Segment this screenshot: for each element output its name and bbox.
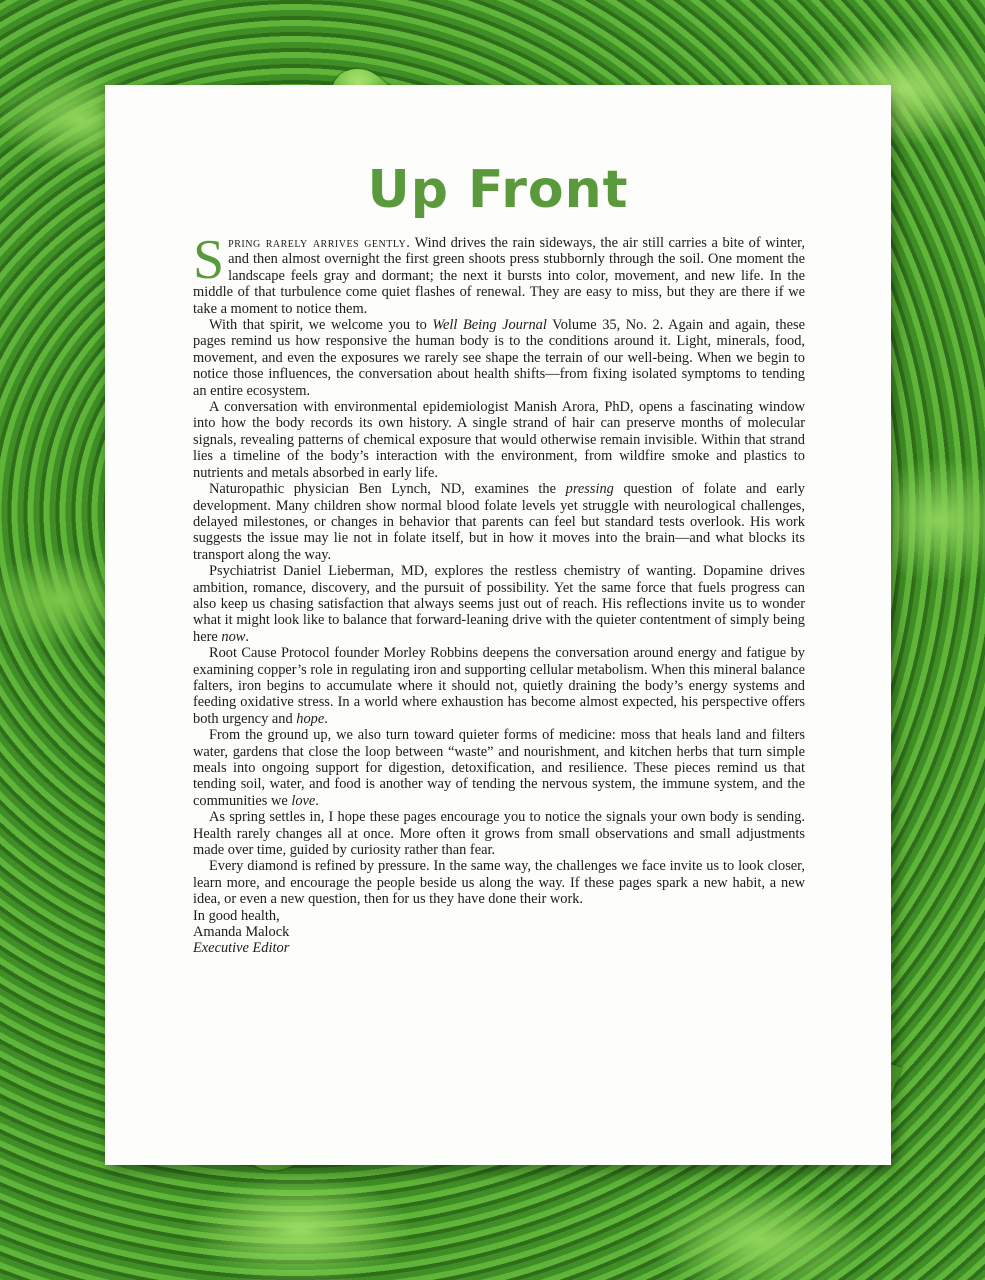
- paragraph: [193, 317, 805, 399]
- signature-block: [193, 908, 805, 957]
- paragraph-text: .: [245, 628, 249, 645]
- emphasis: hope: [296, 710, 325, 727]
- author-title: Executive Editor: [193, 940, 290, 957]
- paragraph: [193, 645, 805, 727]
- paragraph-text: From the ground up, we also turn toward quieter forms of medicine: moss that heals land and filters water, gardens that close the loop between “waste” and nourishment, and kitchen herbs that turn simple meals into ongoing support for digestion, detoxification, and resilience. These pieces remind us that tending soil, water, and food is another way of tending the nervous system, the immune system, and the communities we: [193, 727, 805, 809]
- article-card: [105, 85, 891, 1165]
- paragraph-text: Wind drives the rain sideways, the air still carries a bite of winter, and then almost overnight the first green shoots press stubbornly through the soil. One moment the landscape feels gray and dormant; the next it bursts into color, movement, and new life. In the middle of that turbulence come quiet flashes of renewal. They are easy to miss, but they are there if we take a moment to notice them.: [193, 235, 805, 317]
- emphasis: now: [221, 628, 246, 645]
- paragraph-text: .: [315, 792, 319, 809]
- paragraph-intro: [193, 229, 805, 317]
- paragraph: A conversation with environmental epidemiologist Manish Arora, PhD, opens a fascinating window into how the body records its own history. A single strand of hair can preserve months of molecular signals, revealing patterns of chemical exposure that would otherwise remain invisible. Within that strand lies a timeline of the body’s interaction with the environment, from wildfire smoke and plastics to nutrients and metals absorbed in early life.: [193, 399, 805, 481]
- paragraph: As spring settles in, I hope these pages encourage you to notice the signals your own body is sending. Health rarely changes all at once. More often it grows from small observations and small adjustments made over time, guided by curiosity rather than fear.: [193, 809, 805, 859]
- emphasis: love: [291, 792, 316, 809]
- lead-in: pring rarely arrives gently.: [228, 235, 411, 251]
- paragraph-text: Psychiatrist Daniel Lieberman, MD, explores the restless chemistry of wanting. Dopamine drives ambition, romance, discovery, and the pursuit of possibility. Yet the same force that fuels progress can also keep us chasing satisfaction that always seems just out of reach. His reflections invite us to wonder what it might look like to balance that forward-leaning drive with the quieter contentment of simply being here: [193, 563, 805, 645]
- journal-name: Well Being Journal: [432, 317, 547, 334]
- paragraph-text: With that spirit, we welcome you to: [209, 317, 433, 334]
- closing: In good health,: [193, 907, 280, 924]
- page-title: Up Front: [367, 160, 629, 220]
- paragraph: [193, 563, 805, 645]
- paragraph: [193, 727, 805, 809]
- paragraph: [193, 481, 805, 563]
- drop-cap: S: [193, 229, 225, 291]
- paragraph-text: question of folate and early development. Many children show normal blood folate levels yet struggle with neurological challenges, delayed milestones, or changes in behavior that parents can feel but standard tests overlook. His work suggests the issue may lie not in folate itself, but in how it moves into the brain—and what blocks its transport along the way.: [193, 481, 805, 563]
- paragraph-text: Volume 35, No. 2. Again and again, these pages remind us how responsive the human body is to the conditions around it. Light, minerals, food, movement, and even the exposures we rarely see shape the terrain of our well-being. When we begin to notice those influences, the conversation about health shifts—from fixing isolated symptoms to tending an entire ecosystem.: [193, 317, 806, 399]
- paragraph-text: Naturopathic physician Ben Lynch, ND, examines the: [209, 481, 566, 498]
- article-body: [193, 229, 806, 957]
- paragraph-text: Root Cause Protocol founder Morley Robbins deepens the conversation around energy and fatigue by examining copper’s role in regulating iron and supporting cellular metabolism. When this mineral balance falters, iron begins to accumulate where it should not, quietly draining the body’s energy systems and feeding oxidative stress. In a world where exhaustion has become almost expected, his perspective offers both urgency and: [193, 645, 805, 727]
- emphasis: pressing: [565, 481, 614, 498]
- paragraph: Every diamond is refined by pressure. In the same way, the challenges we face invite us to look closer, learn more, and encourage the people beside us along the way. If these pages spark a new habit, a new idea, or even a new question, then for us they have done their work.: [193, 858, 805, 908]
- paragraph-text: .: [324, 710, 328, 727]
- author-name: Amanda Malock: [193, 924, 290, 941]
